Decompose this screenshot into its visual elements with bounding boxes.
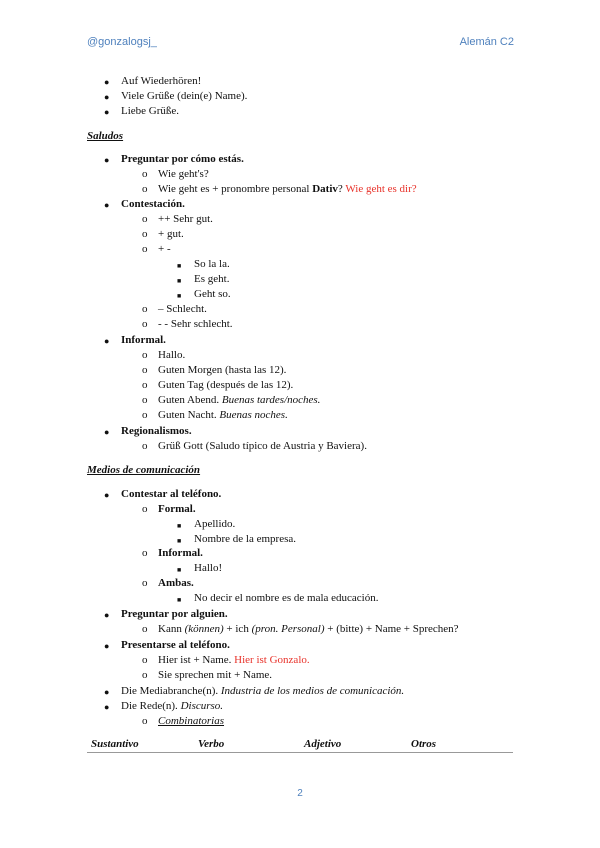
list-item: Grüß Gott (Saludo típico de Austria y Baviera). [158, 440, 367, 452]
list-item [158, 182, 417, 196]
text-segment-italic: (pron. Personal) [251, 623, 325, 635]
list-item-heading: Regionalismos. [121, 425, 192, 437]
list-item [158, 622, 459, 636]
square-bullet-icon: ■ [177, 537, 182, 545]
circle-bullet-icon: o [142, 715, 148, 727]
translation-italic: Buenas tardes/noches. [221, 394, 321, 406]
bullet-icon: ● [104, 687, 110, 697]
circle-bullet-icon: o [142, 228, 148, 240]
subheading-combinatorias: Combinatorias [158, 715, 225, 727]
circle-bullet-icon: o [142, 669, 148, 681]
example-red-text: Wie geht es dir? [345, 183, 417, 195]
list-item: Guten Morgen (hasta las 12). [158, 364, 287, 376]
bullet-icon: ● [104, 77, 110, 87]
list-item: Apellido. [194, 518, 236, 530]
square-bullet-icon: ■ [177, 262, 182, 270]
text-segment: Hier ist + Name. [158, 654, 235, 666]
circle-bullet-icon: o [142, 243, 148, 255]
bullet-icon: ● [104, 641, 110, 651]
translation-italic: Industria de los medios de comunicación. [220, 685, 405, 697]
list-item [121, 684, 404, 698]
square-bullet-icon: ■ [177, 522, 182, 530]
bullet-icon: ● [104, 107, 110, 117]
section-title-medios: Medios de comunicación [87, 464, 201, 476]
list-item-heading: Informal. [121, 334, 166, 346]
text-segment: Die Mediabranche(n). [121, 685, 221, 697]
header-author: @gonzalogsj_ [87, 36, 157, 48]
list-item: - - Sehr schlecht. [158, 318, 233, 330]
square-bullet-icon: ■ [177, 277, 182, 285]
circle-bullet-icon: o [142, 394, 148, 406]
text-segment: Guten Abend. [158, 394, 222, 406]
circle-bullet-icon: o [142, 168, 148, 180]
bullet-icon: ● [104, 336, 110, 346]
bullet-icon: ● [104, 427, 110, 437]
list-item-heading: Contestación. [121, 198, 185, 210]
list-item: Viele Grüße (dein(e) Name). [121, 90, 248, 102]
translation-italic: Buenas noches. [219, 409, 288, 421]
circle-bullet-icon: o [142, 623, 148, 635]
list-item [121, 699, 223, 713]
list-item: + - [158, 243, 171, 255]
text-segment: + ich [223, 623, 252, 635]
circle-bullet-icon: o [142, 318, 148, 330]
list-item: Geht so. [194, 288, 231, 300]
section-title-saludos: Saludos [87, 130, 124, 142]
text-segment: Wie geht es + pronombre personal [158, 183, 313, 195]
list-item: Hallo. [158, 349, 186, 361]
circle-bullet-icon: o [142, 503, 148, 515]
list-item-heading: Contestar al teléfono. [121, 488, 222, 500]
list-item: So la la. [194, 258, 230, 270]
list-item-heading: Preguntar por cómo estás. [121, 153, 244, 165]
list-item: Liebe Grüße. [121, 105, 180, 117]
bullet-icon: ● [104, 702, 110, 712]
circle-bullet-icon: o [142, 654, 148, 666]
list-item [158, 408, 288, 422]
bullet-icon: ● [104, 610, 110, 620]
square-bullet-icon: ■ [177, 596, 182, 604]
text-segment: Guten Nacht. [158, 409, 220, 421]
list-item: Wie geht's? [158, 168, 209, 180]
translation-italic: Discurso. [180, 700, 224, 712]
square-bullet-icon: ■ [177, 292, 182, 300]
example-red-text: Hier ist Gonzalo. [234, 654, 310, 666]
column-header: Otros [411, 738, 437, 750]
text-segment-bold: Dativ [312, 183, 338, 195]
header-course: Alemán C2 [459, 36, 514, 48]
column-header: Adjetivo [304, 738, 342, 750]
text-segment: ? [337, 183, 346, 195]
bullet-icon: ● [104, 92, 110, 102]
text-segment: + (bitte) + Name + Sprechen? [324, 623, 459, 635]
text-segment: Kann [158, 623, 185, 635]
circle-bullet-icon: o [142, 440, 148, 452]
circle-bullet-icon: o [142, 577, 148, 589]
circle-bullet-icon: o [142, 409, 148, 421]
bullet-icon: ● [104, 200, 110, 210]
circle-bullet-icon: o [142, 183, 148, 195]
bullet-icon: ● [104, 155, 110, 165]
list-item-heading: Preguntar por alguien. [121, 608, 228, 620]
list-item-heading: Informal. [158, 547, 203, 559]
column-header: Verbo [198, 738, 225, 750]
list-item: – Schlecht. [158, 303, 207, 315]
text-segment-italic: (können) [184, 623, 224, 635]
text-segment: Die Rede(n). [121, 700, 181, 712]
list-item [158, 393, 320, 407]
list-item: No decir el nombre es de mala educación. [194, 592, 379, 604]
circle-bullet-icon: o [142, 364, 148, 376]
circle-bullet-icon: o [142, 303, 148, 315]
square-bullet-icon: ■ [177, 566, 182, 574]
list-item-heading: Ambas. [158, 577, 194, 589]
list-item: Es geht. [194, 273, 230, 285]
page-number: 2 [297, 788, 303, 799]
list-item: + gut. [158, 228, 184, 240]
list-item: ++ Sehr gut. [158, 213, 213, 225]
list-item: Nombre de la empresa. [194, 533, 297, 545]
circle-bullet-icon: o [142, 379, 148, 391]
circle-bullet-icon: o [142, 547, 148, 559]
list-item-heading: Formal. [158, 503, 196, 515]
list-item: Hallo! [194, 562, 223, 574]
list-item [158, 653, 310, 667]
circle-bullet-icon: o [142, 349, 148, 361]
table-header-row [87, 738, 513, 753]
bullet-icon: ● [104, 490, 110, 500]
list-item: Guten Tag (después de las 12). [158, 379, 294, 391]
circle-bullet-icon: o [142, 213, 148, 225]
column-header: Sustantivo [91, 738, 139, 750]
list-item-heading: Presentarse al teléfono. [121, 639, 230, 651]
list-item: Sie sprechen mit + Name. [158, 669, 273, 681]
list-item: Auf Wiederhören! [121, 75, 202, 87]
